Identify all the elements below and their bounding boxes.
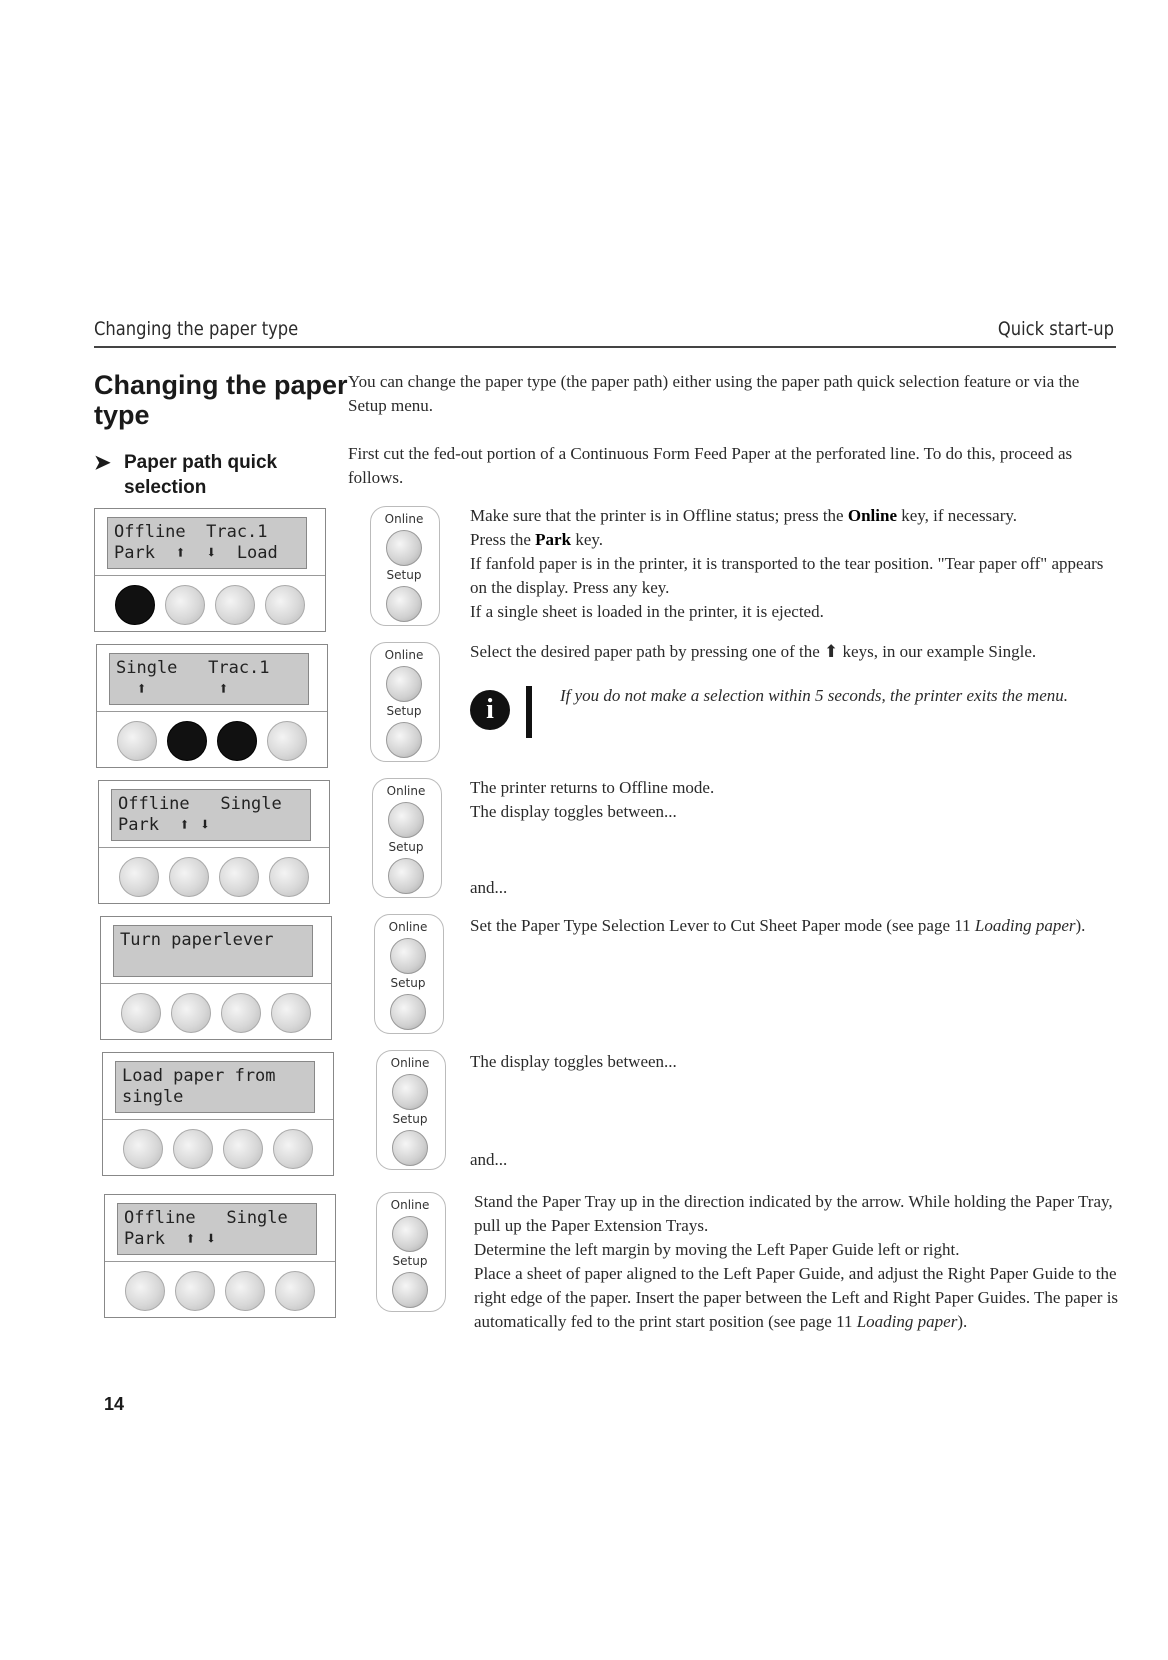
panel-button[interactable]: [173, 1129, 213, 1169]
online-label: Online: [390, 1198, 430, 1212]
display-panel: [104, 1194, 336, 1318]
display-panel: [94, 508, 326, 632]
step5-text: The display toggles between...: [470, 1052, 677, 1071]
setup-label: Setup: [392, 1254, 428, 1268]
lcd-display: Turn paperlever: [113, 925, 313, 977]
page-number: 14: [104, 1394, 125, 1414]
panel-button[interactable]: [169, 857, 209, 897]
step2-text: Select the desired paper path by pressing one of the ⬆ keys, in our example Single.: [470, 642, 1037, 661]
page-title: Changing the paper type: [94, 370, 348, 430]
step1-text: Make sure that the printer is in Offline status; press the Online key, if necessary. Press the Park key. If fanfold paper is in the printer, it is transported to the tear position. "Tear paper off" appears on the display. Press any key. If a single sheet is loaded in the printer, it is ejected.: [470, 506, 1104, 621]
online-key[interactable]: [392, 1074, 428, 1110]
online-setup-keys: [366, 778, 446, 896]
online-label: Online: [386, 784, 426, 798]
panel-button[interactable]: [171, 993, 211, 1033]
online-key[interactable]: [388, 802, 424, 838]
panel-button-pressed[interactable]: [115, 585, 155, 625]
setup-label: Setup: [390, 976, 426, 990]
setup-key[interactable]: [390, 994, 426, 1030]
setup-label: Setup: [386, 568, 422, 582]
info-icon: i: [470, 690, 510, 730]
and-text-2: and...: [470, 1150, 508, 1169]
subsection-title: Paper path quick selection: [124, 452, 278, 498]
setup-key[interactable]: [386, 722, 422, 758]
setup-key[interactable]: [392, 1130, 428, 1166]
panel-button[interactable]: [275, 1271, 315, 1311]
online-key[interactable]: [386, 666, 422, 702]
panel-button[interactable]: [225, 1271, 265, 1311]
arrow-icon: ➤: [94, 452, 111, 474]
step3-text: The printer returns to Offline mode. The display toggles between...: [470, 778, 715, 821]
panel-button-pressed[interactable]: [217, 721, 257, 761]
first-cut-paragraph: First cut the fed-out portion of a Continuous Form Feed Paper at the perforated line. To do this, proceed as follows.: [348, 444, 1073, 487]
and-text-1: and...: [470, 878, 508, 897]
online-setup-keys: [370, 1192, 450, 1310]
step4-text: Set the Paper Type Selection Lever to Cut Sheet Paper mode (see page 11 Loading paper).: [470, 916, 1086, 935]
setup-label: Setup: [386, 704, 422, 718]
panel-button[interactable]: [117, 721, 157, 761]
panel-button[interactable]: [219, 857, 259, 897]
panel-button[interactable]: [215, 585, 255, 625]
online-key[interactable]: [386, 530, 422, 566]
note-text: If you do not make a selection within 5 seconds, the printer exits the menu.: [560, 686, 1069, 705]
online-setup-keys: [364, 506, 444, 624]
panel-button[interactable]: [121, 993, 161, 1033]
online-label: Online: [390, 1056, 430, 1070]
panel-button[interactable]: [273, 1129, 313, 1169]
online-setup-keys: [364, 642, 444, 760]
online-key[interactable]: [392, 1216, 428, 1252]
display-panel: [100, 916, 332, 1040]
online-setup-keys: [368, 914, 448, 1032]
setup-key[interactable]: [388, 858, 424, 894]
panel-button[interactable]: [123, 1129, 163, 1169]
panel-button-pressed[interactable]: [167, 721, 207, 761]
display-panel: [98, 780, 330, 904]
online-label: Online: [384, 648, 424, 662]
online-key[interactable]: [390, 938, 426, 974]
intro-paragraph: You can change the paper type (the paper path) either using the paper path quick selection feature or via the Setup menu.: [348, 372, 1080, 415]
panel-button[interactable]: [267, 721, 307, 761]
running-header-left: Changing the paper type: [94, 318, 299, 340]
online-label: Online: [384, 512, 424, 526]
lcd-display: Single Trac.1 ⬆ ⬆: [109, 653, 309, 705]
display-panel: [96, 644, 328, 768]
setup-label: Setup: [392, 1112, 428, 1126]
lcd-display: Offline Single Park ⬆ ⬇: [111, 789, 311, 841]
panel-button[interactable]: [119, 857, 159, 897]
panel-button[interactable]: [271, 993, 311, 1033]
lcd-display: Offline Trac.1 Park ⬆ ⬇ Load: [107, 517, 307, 569]
subsection-heading: [94, 450, 344, 500]
panel-button[interactable]: [175, 1271, 215, 1311]
lcd-display: Offline Single Park ⬆ ⬇: [117, 1203, 317, 1255]
setup-key[interactable]: [392, 1272, 428, 1308]
note-bar: [526, 686, 532, 738]
panel-button[interactable]: [221, 993, 261, 1033]
display-panel: [102, 1052, 334, 1176]
setup-label: Setup: [388, 840, 424, 854]
online-label: Online: [388, 920, 428, 934]
running-header-right: Quick start-up: [997, 318, 1114, 340]
header-rule: [94, 346, 1116, 348]
panel-button[interactable]: [125, 1271, 165, 1311]
panel-button[interactable]: [165, 585, 205, 625]
panel-button[interactable]: [269, 857, 309, 897]
panel-button[interactable]: [265, 585, 305, 625]
info-note: [470, 690, 520, 740]
panel-button[interactable]: [223, 1129, 263, 1169]
lcd-display: Load paper from single: [115, 1061, 315, 1113]
setup-key[interactable]: [386, 586, 422, 622]
online-setup-keys: [370, 1050, 450, 1168]
step6-text: Stand the Paper Tray up in the direction indicated by the arrow. While holding the Paper Tray, pull up the Paper Extension Trays. Determine the left margin by moving the Left Paper Guide left or right. Place a sheet of paper aligned to the Left Paper Guide, and adjust the Right Paper Guide to the right edge of the paper. Insert the paper between the Left and Right Paper Guides. The paper is automatically fed to the print start position (see page 11 Loading paper).: [474, 1192, 1119, 1331]
